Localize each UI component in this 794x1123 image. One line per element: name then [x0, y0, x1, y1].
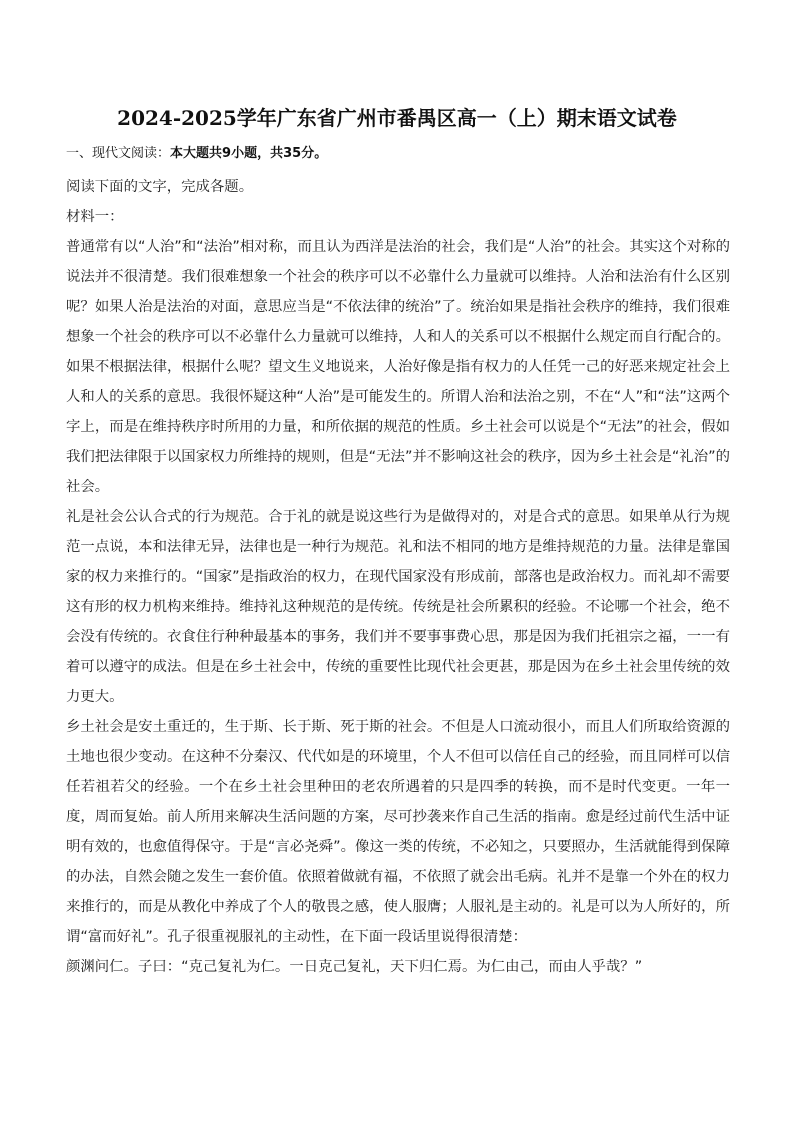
paragraph-4-quote: 颜渊问仁。子曰：“克己复礼为仁。一日克己复礼，天下归仁焉。为仁由己，而由人乎哉？”	[66, 959, 643, 975]
material-label: 材料一：	[66, 209, 124, 225]
section-number: 一、现代文阅读：	[66, 146, 171, 161]
exam-title: 2024-2025学年广东省广州市番禺区高一（上）期末语文试卷	[117, 106, 677, 130]
paragraph-1: 普通常有以“人治”和“法治”相对称，而且认为西洋是法治的社会，我们是“人治”的社会。其实这个对称的说法并不很清楚。我们很难想象一个社会的秩序可以不必靠什么力量就可以维持。人治和法治有什么区别呢？如果人治是法治的对面，意思应当是“不依法律的统治”了。统治如果是指社会秩序的维持，我们很难想象一个社会的秩序可以不必靠什么力量就可以维持，人和人的关系可以不根据什么规定而自行配合的。如果不根据法律，根据什么呢？望文生义地说来，人治好像是指有权力的人任凭一己的好恶来规定社会上人和人的关系的意思。我很怀疑这种“人治”是可能发生的。所谓人治和法治之别，不在“人”和“法”这两个字上，而是在维持秩序时所用的力量，和所依据的规范的性质。乡土社会可以说是个“无法”的社会，假如我们把法律限于以国家权力所维持的规则，但是“无法”并不影响这社会的秩序，因为乡土社会是“礼治”的社会。	[66, 239, 730, 495]
reading-body	[66, 172, 730, 982]
section-desc-suffix: 分。	[301, 146, 328, 161]
section-question-count: 9	[222, 146, 232, 161]
instruction-text: 阅读下面的文字，完成各题。	[66, 179, 254, 195]
section-heading	[66, 144, 726, 164]
section-score: 35	[283, 146, 302, 161]
paragraph-3: 乡土社会是安土重迁的，生于斯、长于斯、死于斯的社会。不但是人口流动很小，而且人们所取给资源的土地也很少变动。在这种不分秦汉、代代如是的环境里，个人不但可以信任自己的经验，而且同样可以信任若祖若父的经验。一个在乡土社会里种田的老农所遇着的只是四季的转换，而不是时代变更。一年一度，周而复始。前人所用来解决生活问题的方案，尽可抄袭来作自己生活的指南。愈是经过前代生活中证明有效的，也愈值得保守。于是“言必尧舜”。像这一类的传统，不必知之，只要照办，生活就能得到保障的办法，自然会随之发生一套价值。依照着做就有福，不依照了就会出毛病。礼并不是靠一个外在的权力来推行的，而是从教化中养成了个人的敬畏之感，使人服膺；人服礼是主动的。礼是可以为人所好的，所谓“富而好礼”。孔子很重视服礼的主动性，在下面一段话里说得很清楚：	[66, 719, 730, 945]
paragraph-2: 礼是社会公认合式的行为规范。合于礼的就是说这些行为是做得对的，对是合式的意思。如果单从行为规范一点说，本和法律无异，法律也是一种行为规范。礼和法不相同的地方是维持规范的力量。法律是靠国家的权力来推行的。“国家”是指政治的权力，在现代国家没有形成前，部落也是政治权力。而礼却不需要这有形的权力机构来维持。维持礼这种规范的是传统。传统是社会所累积的经验。不论哪一个社会，绝不会没有传统的。衣食住行种种最基本的事务，我们并不要事事费心思，那是因为我们托祖宗之福，一一有着可以遵守的成法。但是在乡土社会中，传统的重要性比现代社会更甚，那是因为在乡土社会里传统的效力更大。	[66, 509, 730, 705]
section-desc-prefix: 本大题共	[170, 146, 223, 161]
section-desc-mid: 小题，共	[231, 146, 284, 161]
